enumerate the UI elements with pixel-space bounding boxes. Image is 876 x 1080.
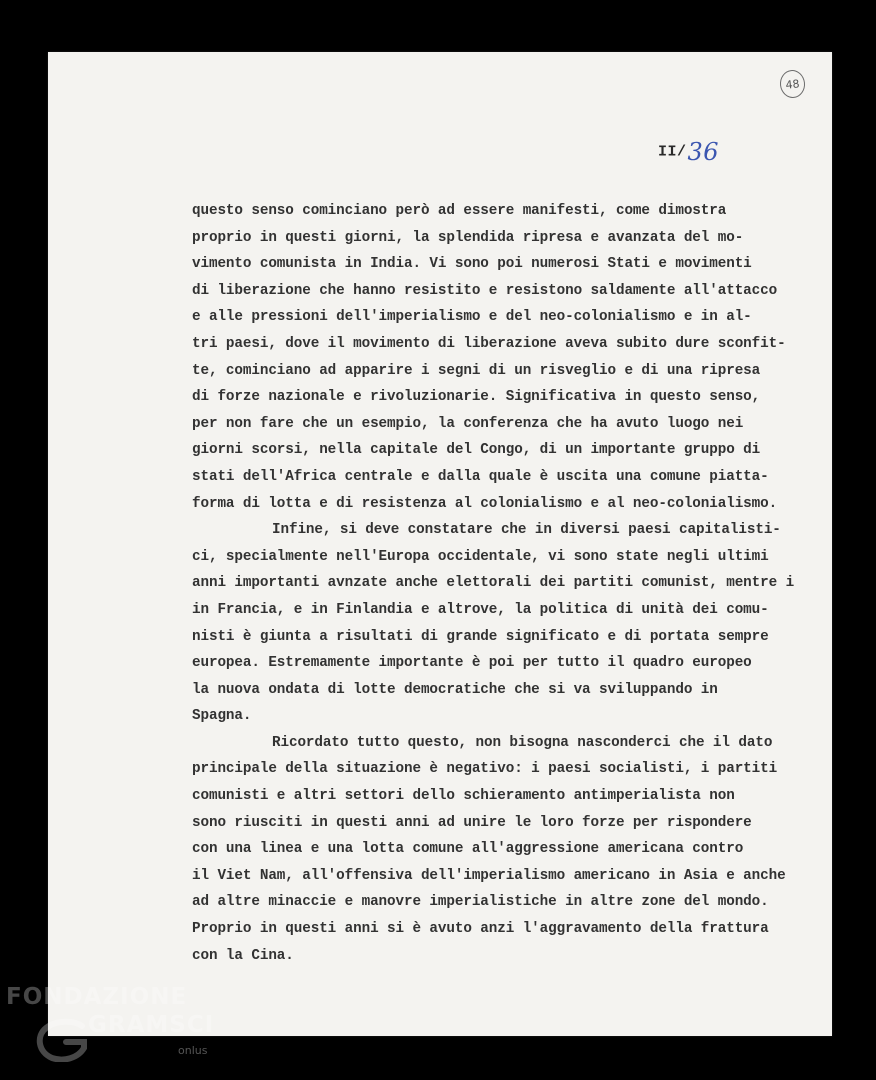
text-line: ci, specialmente nell'Europa occidentale, vi sono state negli ultimi (192, 548, 769, 565)
text-line: giorni scorsi, nella capitale del Congo, di un importante gruppo di (192, 442, 761, 459)
text-line: proprio in questi giorni, la splendida ripresa e avanzata del mo- (192, 229, 744, 246)
fondazione-gramsci-watermark (0, 982, 240, 1080)
text-line: comunisti e altri settori dello schieramento antimperialista non (192, 788, 735, 805)
text-line: in Francia, e in Finlandia e altrove, la politica di unità dei comu- (192, 601, 769, 618)
text-line: Infine, si deve constatare che in diversi paesi capitalisti- (272, 522, 781, 539)
folio-stamp-number: 48 (784, 76, 801, 92)
text-line: con una linea e una lotta comune all'aggressione americana contro (192, 841, 744, 858)
text-line: forma di lotta e di resistenza al colonialismo e al neo-colonialismo. (192, 495, 778, 512)
text-line: europea. Estremamente importante è poi per tutto il quadro europeo (192, 655, 752, 672)
text-line: nisti è giunta a risultati di grande significato e di portata sempre (192, 628, 769, 645)
text-line: di liberazione che hanno resistito e resistono saldamente all'attacco (192, 282, 778, 299)
text-line: principale della situazione è negativo: i paesi socialisti, i partiti (192, 761, 778, 778)
text-line: e alle pressioni dell'imperialismo e del neo-colonialismo e in al- (192, 309, 752, 326)
text-line: per non fare che un esempio, la conferenza che ha avuto luogo nei (192, 415, 744, 432)
text-line: il Viet Nam, all'offensiva dell'imperialismo americano in Asia e anche (192, 867, 786, 884)
page-number-prefix: II/ (658, 143, 687, 161)
watermark-suffix: onlus (178, 1044, 208, 1057)
text-line: Ricordato tutto questo, non bisogna nasconderci che il dato (272, 734, 773, 751)
folio-stamp (779, 69, 807, 99)
text-line: di forze nazionale e rivoluzionarie. Significativa in questo senso, (192, 389, 761, 406)
text-line: con la Cina. (192, 947, 294, 964)
gramsci-logo-icon (34, 1018, 94, 1062)
text-line: anni importanti avnzate anche elettorali dei partiti comunist, mentre i (192, 575, 795, 592)
page-number (658, 138, 719, 166)
typewritten-body (192, 198, 832, 969)
document-page (48, 52, 832, 1036)
text-line: la nuova ondata di lotte democratiche che si va sviluppando in (192, 681, 718, 698)
text-line: Proprio in questi anni si è avuto anzi l'aggravamento della frattura (192, 921, 769, 938)
text-line: vimento comunista in India. Vi sono poi numerosi Stati e movimenti (192, 256, 752, 273)
text-line: ad altre minaccie e manovre imperialistiche in altre zone del mondo. (192, 894, 769, 911)
text-line: Spagna. (192, 708, 252, 725)
page-number-handwritten: 36 (687, 138, 720, 166)
text-line: stati dell'Africa centrale e dalla quale è uscita una comune piatta- (192, 468, 769, 485)
watermark-line2: GRAMSCI (88, 1012, 215, 1038)
watermark-line1: FONDAZIONE (6, 984, 188, 1010)
text-line: te, cominciano ad apparire i segni di un risveglio e di una ripresa (192, 362, 761, 379)
text-line: sono riusciti in questi anni ad unire le loro forze per rispondere (192, 814, 752, 831)
text-line: tri paesi, dove il movimento di liberazione aveva subito dure sconfit- (192, 335, 786, 352)
text-line: questo senso cominciano però ad essere manifesti, come dimostra (192, 203, 727, 219)
